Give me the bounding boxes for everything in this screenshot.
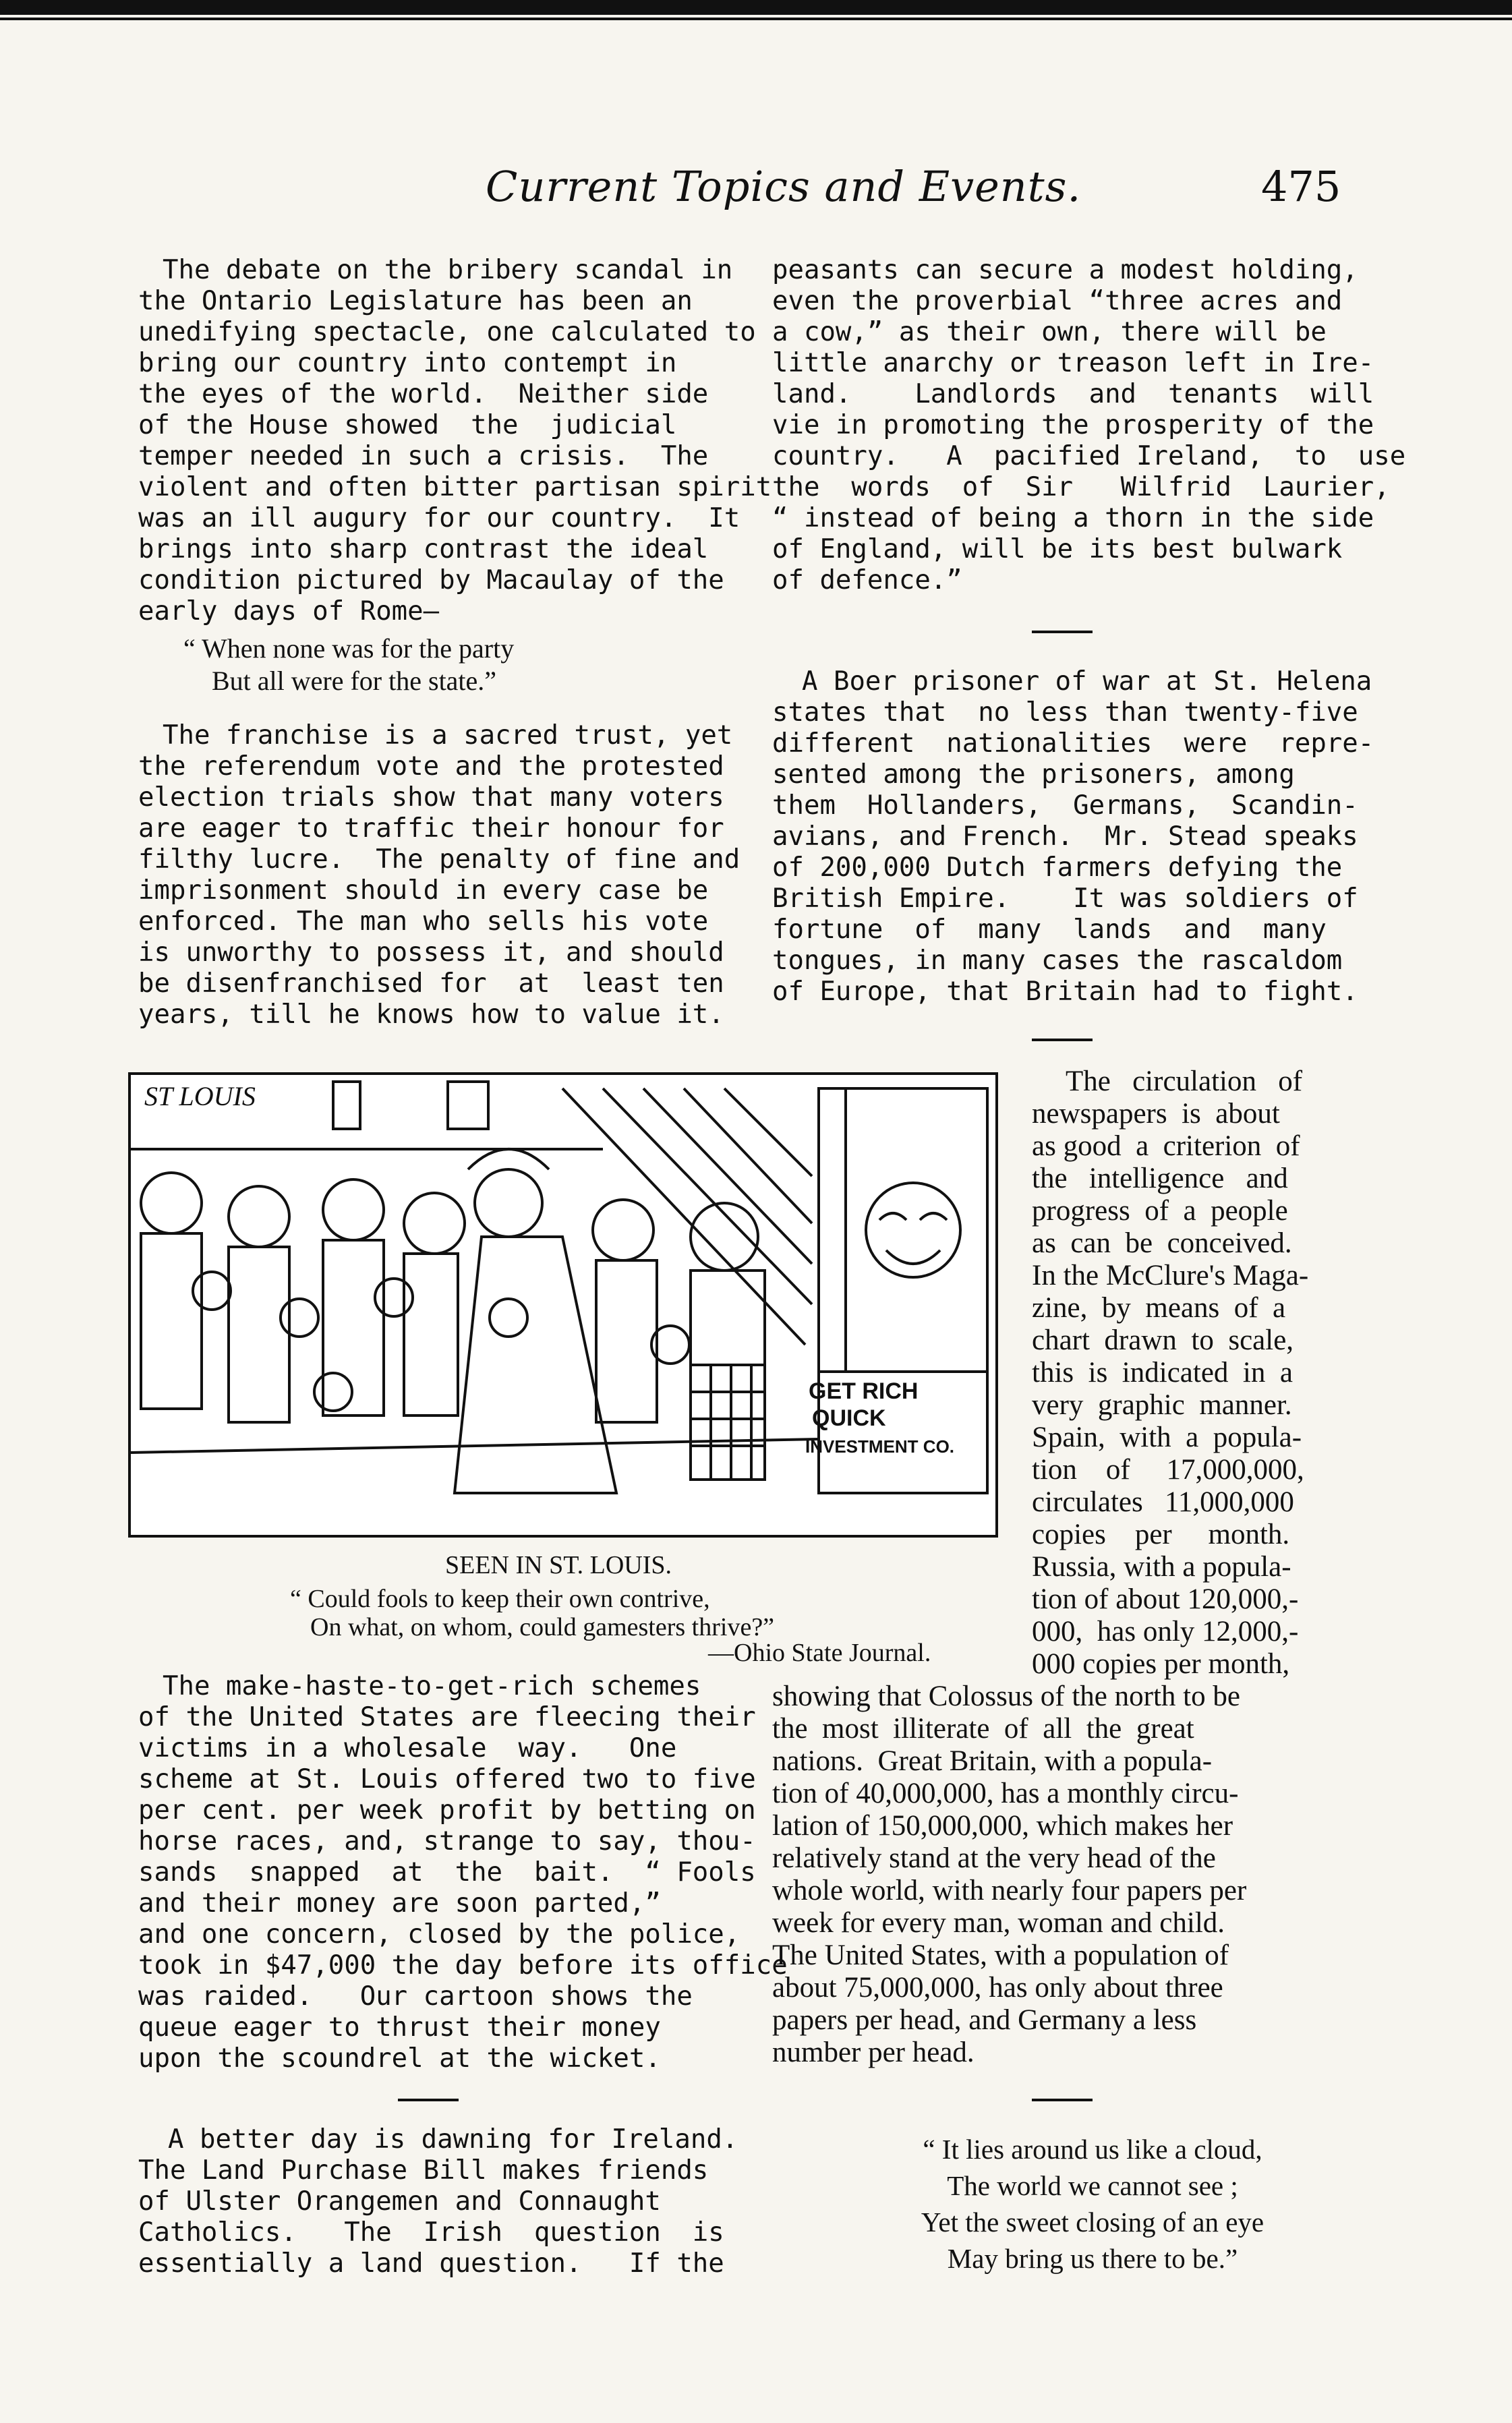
text-line: nations. Great Britain, with a popula- (772, 1745, 1213, 1777)
text-line: brings into sharp contrast the ideal (138, 534, 709, 564)
window-sign-line-3: INVESTMENT CO. (805, 1436, 955, 1457)
text-line: per cent. per week profit by betting on (138, 1795, 756, 1826)
section-divider (1032, 631, 1093, 633)
text-line: Catholics. The Irish question is (138, 2217, 724, 2248)
text-line: Spain, with a popula- (1032, 1422, 1302, 1453)
top-border-thin (0, 18, 1512, 20)
text-line: temper needed in such a crisis. The (138, 441, 709, 471)
cartoon-caption-title: SEEN IN ST. LOUIS. (445, 1551, 672, 1579)
text-line: avians, and French. Mr. Stead speaks (772, 821, 1358, 852)
text-line: little anarchy or treason left in Ire- (772, 348, 1374, 378)
text-line: 000, has only 12,000,- (1032, 1616, 1299, 1647)
text-line: The United States, with a population of (772, 1939, 1229, 1971)
poem-line: Yet the sweet closing of an eye (921, 2207, 1264, 2238)
text-line: of the United States are fleecing their (138, 1702, 756, 1732)
text-line: queue eager to thrust their money (138, 2012, 661, 2043)
text-line: different nationalities were repre- (772, 728, 1374, 759)
text-line: as good a criterion of (1032, 1130, 1300, 1162)
text-line: tongues, in many cases the rascaldom (772, 945, 1343, 976)
text-line: sands snapped at the bait. “ Fools (138, 1857, 756, 1888)
poem-line: May bring us there to be.” (947, 2243, 1238, 2274)
article-get-rich-schemes (138, 1671, 788, 2074)
page-title: Current Topics and Events. (486, 162, 1082, 211)
window-sign-line-1: GET RICH (809, 1378, 919, 1404)
text-line: copies per month. (1032, 1519, 1290, 1550)
closing-poem (816, 2131, 1369, 2277)
caption-line: “ Could fools to keep their own contrive, (290, 1585, 710, 1613)
text-line: the intelligence and (1032, 1163, 1288, 1194)
top-border (0, 0, 1512, 15)
text-line: vie in promoting the prosperity of the (772, 410, 1374, 440)
text-line: progress of a people (1032, 1195, 1288, 1227)
cartoon-caption-verse (290, 1585, 774, 1641)
text-line: of defence.” (772, 565, 962, 595)
text-line: country. A pacified Ireland, to use (772, 441, 1406, 471)
text-line: of Europe, that Britain had to fight. (772, 976, 1358, 1007)
text-line: showing that Colossus of the north to be (772, 1681, 1240, 1712)
text-line: of 200,000 Dutch farmers defying the (772, 852, 1343, 883)
text-line: whole world, with nearly four papers per (772, 1875, 1247, 1906)
text-line: the referendum vote and the protested (138, 751, 724, 782)
window-sign-line-2: QUICK (812, 1405, 886, 1431)
text-line: of England, will be its best bulwark (772, 534, 1343, 564)
text-line: horse races, and, strange to say, thou- (138, 1826, 756, 1857)
text-line: imprisonment should in every case be (138, 875, 709, 906)
text-line: relatively stand at the very head of the (772, 1842, 1216, 1874)
paragraph (138, 255, 772, 627)
text-line: upon the scoundrel at the wicket. (138, 2043, 661, 2074)
text-line: unedifying spectacle, one calculated to (138, 317, 756, 347)
text-line: The franchise is a sacred trust, yet (163, 720, 733, 751)
text-line: violent and often bitter partisan spirit (138, 472, 772, 502)
text-line: The circulation of (1066, 1065, 1303, 1097)
text-line: them Hollanders, Germans, Scandin- (772, 790, 1358, 821)
text-line: a cow,” as their own, there will be (772, 317, 1327, 347)
cartoon-sign-st-louis: ST LOUIS (144, 1081, 256, 1111)
running-head (0, 162, 1512, 223)
text-line: and their money are soon parted,” (138, 1888, 661, 1919)
quote-line: “ When none was for the party (183, 633, 515, 664)
article-franchise (138, 720, 740, 1030)
text-line: newspapers is about (1032, 1098, 1280, 1130)
text-line: bring our country into contempt in (138, 348, 677, 378)
text-line: is unworthy to possess it, and should (138, 937, 724, 968)
cartoon-caption-source: —Ohio State Journal. (708, 1639, 931, 1667)
text-line: A better day is dawning for Ireland. (168, 2124, 738, 2155)
text-line: zine, by means of a (1032, 1292, 1286, 1324)
text-line: essentially a land question. If the (138, 2248, 724, 2279)
poem-line: “ It lies around us like a cloud, (923, 2134, 1262, 2165)
text-line: The make-haste-to-get-rich schemes (163, 1671, 701, 1701)
article-ireland-continued (772, 255, 1406, 596)
quote-line: But all were for the state.” (212, 666, 497, 696)
text-line: are eager to traffic their honour for (138, 813, 724, 844)
text-line: enforced. The man who sells his vote (138, 906, 709, 937)
text-line: be disenfranchised for at least ten (138, 968, 724, 999)
text-line: papers per head, and Germany a less (772, 2004, 1197, 2036)
text-line: filthy lucre. The penalty of fine and (138, 844, 740, 875)
text-line: the eyes of the world. Neither side (138, 379, 709, 409)
poem-line: The world we cannot see ; (947, 2170, 1238, 2201)
text-line: 000 copies per month, (1032, 1648, 1290, 1680)
text-line: tion of 40,000,000, has a monthly circu- (772, 1778, 1239, 1809)
text-line: states that no less than twenty-five (772, 697, 1358, 728)
section-divider (1032, 1039, 1093, 1041)
article-newspaper-circulation (1032, 1065, 1369, 1681)
text-line: sented among the prisoners, among (772, 759, 1295, 790)
rome-quote (183, 633, 656, 697)
text-line: fortune of many lands and many (772, 914, 1327, 945)
text-line: “ instead of being a thorn in the side (772, 503, 1374, 533)
cartoon-drawing (131, 1075, 995, 1535)
section-divider (1032, 2099, 1093, 2101)
text-line: victims in a wholesale way. One (138, 1733, 677, 1763)
text-line: was raided. Our cartoon shows the (138, 1981, 693, 2012)
article-newspaper-circulation-cont (772, 1681, 1366, 2069)
article-ireland-land (138, 2124, 738, 2279)
text-line: circulates 11,000,000 (1032, 1486, 1294, 1518)
text-line: British Empire. It was soldiers of (772, 883, 1358, 914)
text-line: early days of Rome— (138, 596, 440, 626)
text-line: election trials show that many voters (138, 782, 724, 813)
text-line: years, till he knows how to value it. (138, 999, 724, 1030)
text-line: Russia, with a popula- (1032, 1551, 1291, 1583)
cartoon-illustration (128, 1072, 998, 1538)
text-line: the Ontario Legislature has been an (138, 286, 693, 316)
text-line: was an ill augury for our country. It (138, 503, 740, 533)
text-line: as can be conceived. (1032, 1227, 1292, 1259)
page-number: 475 (1261, 162, 1341, 211)
text-line: condition pictured by Macaulay of the (138, 565, 724, 595)
text-line: of Ulster Orangemen and Connaught (138, 2186, 661, 2217)
text-line: number per head. (772, 2037, 975, 2068)
text-line: of the House showed the judicial (138, 410, 677, 440)
text-line: tion of about 120,000,- (1032, 1583, 1299, 1615)
text-line: the most illiterate of all the great (772, 1713, 1194, 1745)
text-line: A Boer prisoner of war at St. Helena (802, 666, 1372, 697)
article-boer-prisoners (772, 666, 1374, 1008)
text-line: chart drawn to scale, (1032, 1324, 1294, 1356)
text-line: The debate on the bribery scandal in (163, 255, 733, 285)
caption-line: On what, on whom, could gamesters thrive?” (310, 1613, 775, 1641)
text-line: peasants can secure a modest holding, (772, 255, 1358, 285)
text-line: this is indicated in a (1032, 1357, 1293, 1389)
text-line: In the McClure's Maga- (1032, 1260, 1309, 1291)
text-line: week for every man, woman and child. (772, 1907, 1225, 1939)
text-line: The Land Purchase Bill makes friends (138, 2155, 709, 2186)
text-line: about 75,000,000, has only about three (772, 1972, 1223, 2004)
text-line: very graphic manner. (1032, 1389, 1292, 1421)
text-line: even the proverbial “three acres and (772, 286, 1343, 316)
text-line: took in $47,000 the day before its office (138, 1950, 788, 1981)
text-line: the words of Sir Wilfrid Laurier, (772, 472, 1390, 502)
text-line: tion of 17,000,000, (1032, 1454, 1304, 1486)
text-line: scheme at St. Louis offered two to five (138, 1764, 756, 1794)
text-line: lation of 150,000,000, which makes her (772, 1810, 1233, 1842)
section-divider (398, 2099, 459, 2101)
text-line: land. Landlords and tenants will (772, 379, 1374, 409)
article-bribery-scandal (138, 255, 772, 627)
text-line: and one concern, closed by the police, (138, 1919, 740, 1950)
